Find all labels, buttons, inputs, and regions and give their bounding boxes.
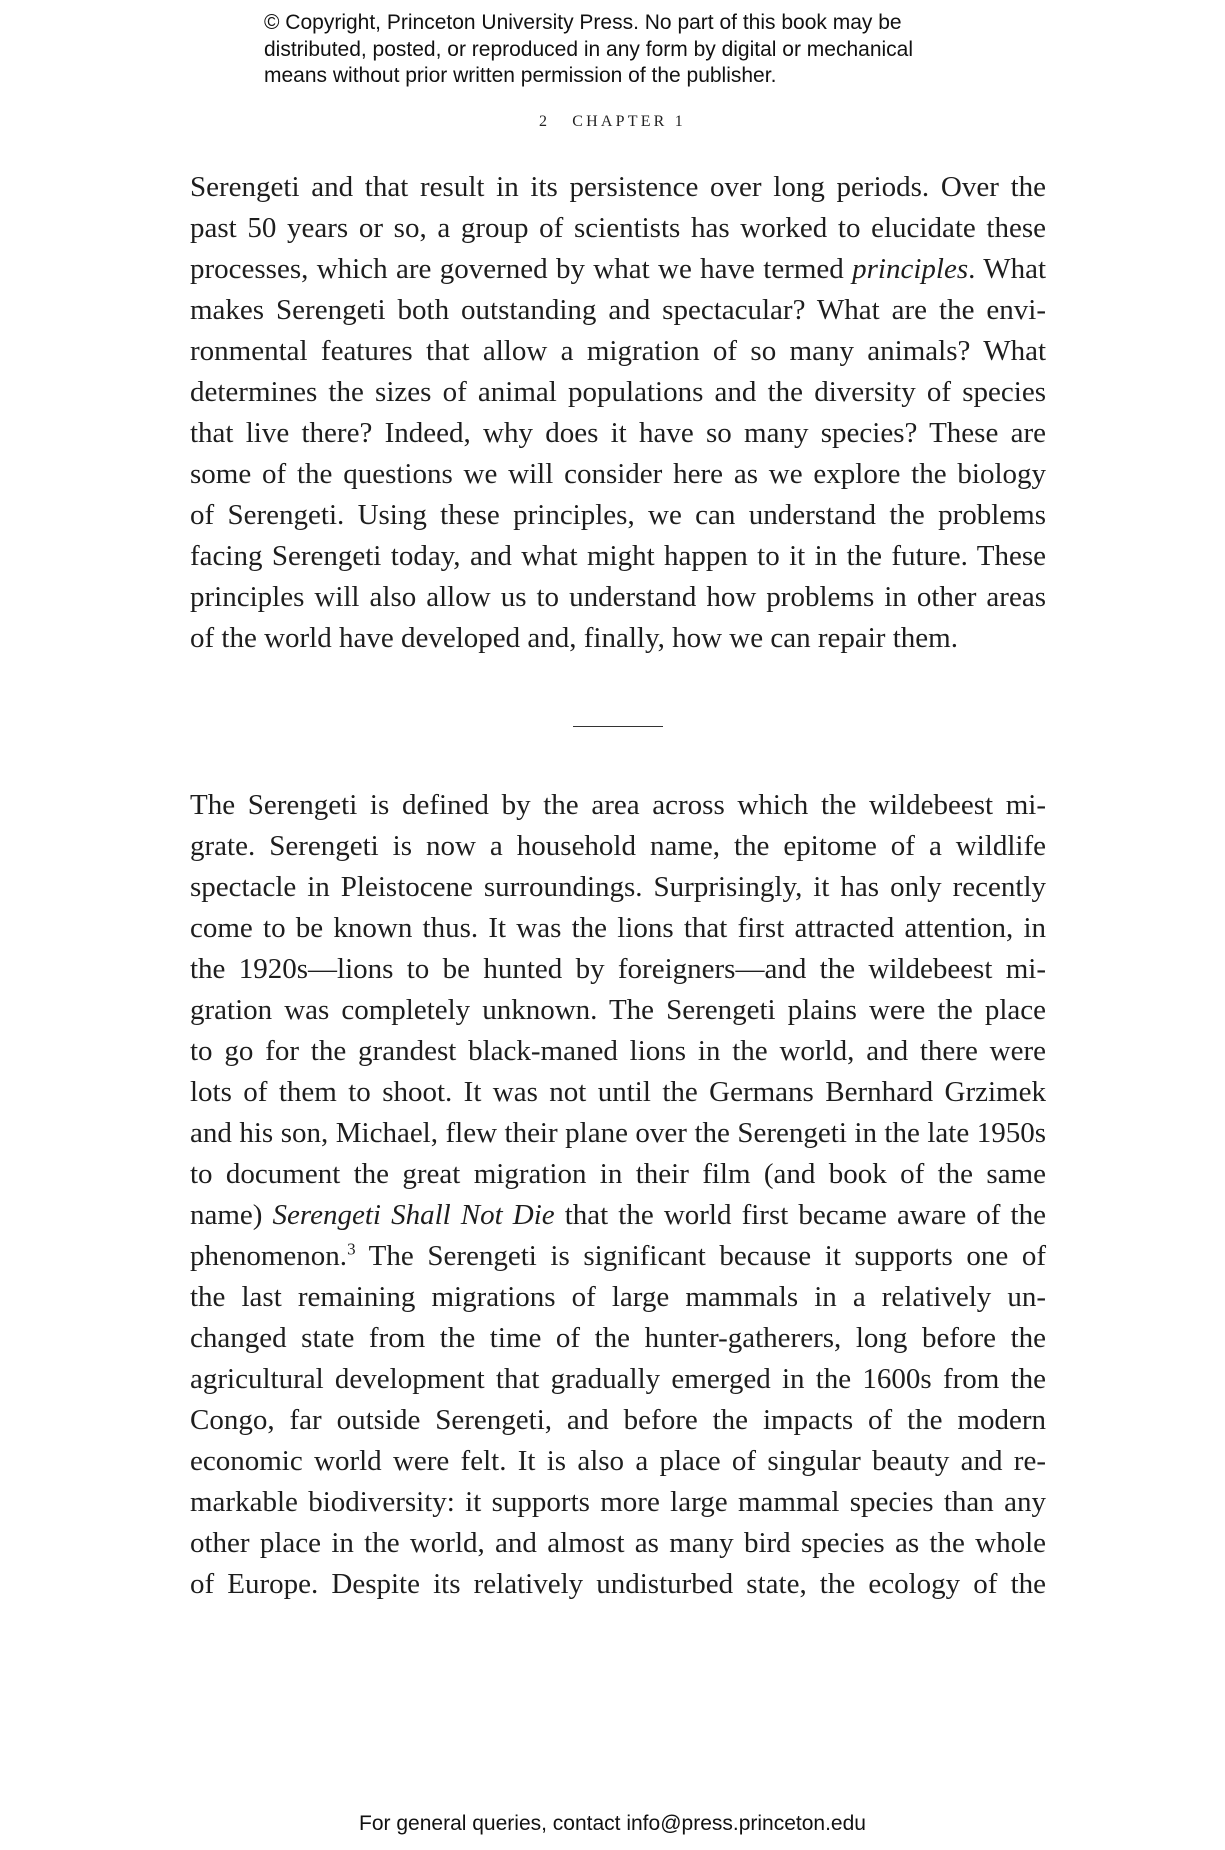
text-line: The Serengeti is defined by the area across which the wildebeest mi- [190, 789, 1046, 821]
text-segment: that the world first became aware of the [554, 1199, 1046, 1231]
text-line: economic world were felt. It is also a place of singular beauty and re- [190, 1445, 1046, 1477]
contact-text: For general queries, contact info@press.princeton.edu [359, 1812, 866, 1835]
paragraph-1 [190, 167, 1046, 659]
text-segment: The Serengeti is significant because it supports one of [355, 1240, 1046, 1272]
text-line [190, 1195, 1046, 1236]
text-line: other place in the world, and almost as many bird species as the whole [190, 1527, 1046, 1559]
page-number: 2 [539, 113, 551, 130]
text-line: agricultural development that gradually emerged in the 1600s from the [190, 1363, 1046, 1395]
text-line: the 1920s—lions to be hunted by foreigners—and the wildebeest mi- [190, 953, 1046, 985]
book-title: Serengeti Shall Not Die [272, 1199, 555, 1231]
text-line [190, 249, 1046, 290]
text-line: to go for the grandest black-maned lions in the world, and there were [190, 1035, 1046, 1067]
text-line: and his son, Michael, flew their plane over the Serengeti in the late 1950s [190, 1117, 1046, 1149]
copyright-line: means without prior written permission of the publisher. [264, 64, 777, 87]
section-break-rule [573, 726, 663, 727]
text-line: gration was completely unknown. The Serengeti plains were the place [190, 994, 1046, 1026]
text-line: spectacle in Pleistocene surroundings. Surprisingly, it has only recently [190, 871, 1046, 903]
text-line: ronmental features that allow a migration of so many animals? What [190, 335, 1046, 367]
copyright-line: distributed, posted, or reproduced in any form by digital or mechanical [264, 37, 914, 61]
copyright-line: © Copyright, Princeton University Press. No part of this book may be [264, 11, 902, 34]
footer-contact [0, 1812, 1225, 1836]
text-line [190, 1236, 1046, 1277]
text-segment: . What [968, 253, 1046, 285]
text-line: the last remaining migrations of large mammals in a relatively un- [190, 1281, 1046, 1313]
text-line: grate. Serengeti is now a household name, the epitome of a wildlife [190, 830, 1046, 862]
text-line: changed state from the time of the hunter-gatherers, long before the [190, 1322, 1046, 1354]
text-line: Congo, far outside Serengeti, and before the impacts of the modern [190, 1404, 1046, 1436]
text-line: of Europe. Despite its relatively undisturbed state, the ecology of the [190, 1568, 1046, 1600]
text-line: that live there? Indeed, why does it have so many species? These are [190, 417, 1046, 449]
paragraph-2 [190, 785, 1046, 1605]
text-line: of Serengeti. Using these principles, we can understand the problems [190, 499, 1046, 531]
copyright-notice [264, 10, 1004, 90]
text-line: markable biodiversity: it supports more large mammal species than any [190, 1486, 1046, 1518]
text-line: makes Serengeti both outstanding and spectacular? What are the envi- [190, 294, 1046, 326]
text-line: past 50 years or so, a group of scientists has worked to elucidate these [190, 212, 1046, 244]
emphasis-principles: principles [852, 253, 969, 285]
footnote-marker[interactable]: 3 [347, 1239, 356, 1259]
text-line: facing Serengeti today, and what might happen to it in the future. These [190, 540, 1046, 572]
text-line: of the world have developed and, finally, how we can repair them. [190, 622, 958, 654]
text-segment: processes, which are governed by what we have termed [190, 253, 853, 285]
text-line: principles will also allow us to understand how problems in other areas [190, 581, 1046, 613]
text-line: determines the sizes of animal populations and the diversity of species [190, 376, 1046, 408]
text-line: come to be known thus. It was the lions that first attracted attention, in [190, 912, 1046, 944]
text-line: some of the questions we will consider here as we explore the biology [190, 458, 1046, 490]
text-line: to document the great migration in their film (and book of the same [190, 1158, 1046, 1190]
chapter-label: CHAPTER 1 [572, 113, 686, 130]
text-segment: phenomenon. [190, 1240, 348, 1272]
running-head [0, 113, 1225, 131]
text-line: lots of them to shoot. It was not until the Germans Bernhard Grzimek [190, 1076, 1046, 1108]
text-line: Serengeti and that result in its persistence over long periods. Over the [190, 171, 1046, 203]
text-segment: name) [190, 1199, 273, 1231]
